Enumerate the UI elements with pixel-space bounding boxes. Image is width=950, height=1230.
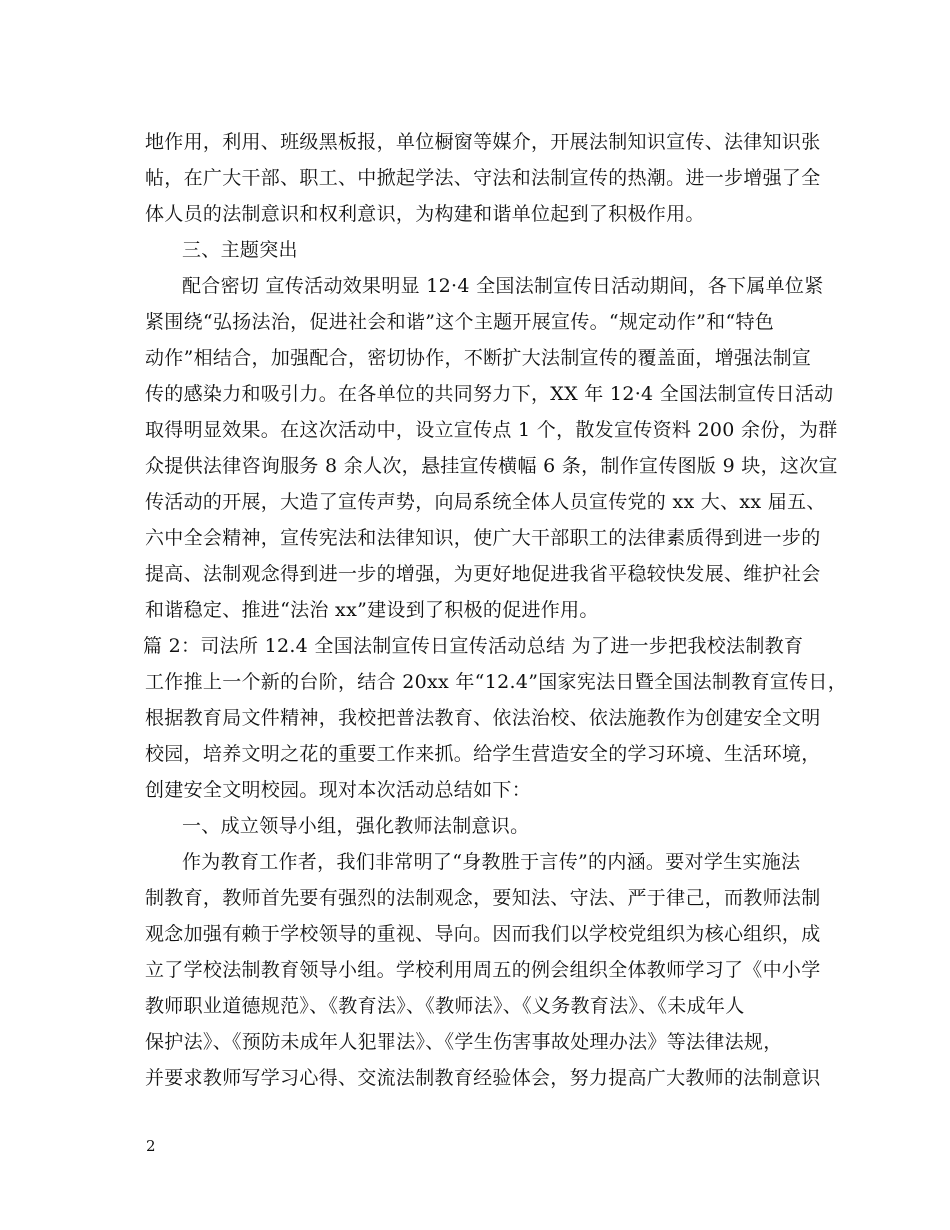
text-line: 工作推上一个新的台阶，结合 20xx 年“12.4”国家宪法日暨全国法制教育宣传日， [145,671,848,693]
page-number: 2 [146,1137,156,1155]
article-heading: 篇 2：司法所 12.4 全国法制宣传日宣传活动总结 为了进一步把我校法制教育 [143,635,804,657]
text-line: 制教育，教师首先要有强烈的法制观念，要知法、守法、严于律己，而教师法制 [145,887,821,909]
text-line: 根据教育局文件精神，我校把普法教育、依法治校、依法施教作为创建安全文明 [145,707,821,729]
text-line: 六中全会精神，宣传宪法和法律知识，使广大干部职工的法律素质得到进一步的 [145,527,821,549]
section-heading: 三、主题突出 [182,239,298,261]
text-line: 传的感染力和吸引力。在各单位的共同努力下，XX 年 12·4 全国法制宣传日活动 [145,383,834,405]
text-line: 帖，在广大干部、职工、中掀起学法、守法和法制宣传的热潮。进一步增强了全 [145,167,821,189]
text-line: 观念加强有赖于学校领导的重视、导向。因而我们以学校党组织为核心组织，成 [145,923,821,945]
text-line: 和谐稳定、推进“法治 xx”建设到了积极的促进作用。 [145,599,599,621]
text-line: 配合密切 宣传活动效果明显 12·4 全国法制宣传日活动期间，各下属单位紧 [182,275,824,297]
text-line: 作为教育工作者，我们非常明了“身教胜于言传”的内涵。要对学生实施法 [182,851,801,873]
text-line: 动作”相结合，加强配合，密切协作，不断扩大法制宣传的覆盖面，增强法制宣 [145,347,812,369]
text-line: 校园，培养文明之花的重要工作来抓。给学生营造安全的学习环境、生活环境， [145,743,821,765]
text-line: 提高、法制观念得到进一步的增强，为更好地促进我省平稳较快发展、维护社会 [145,563,821,585]
text-line: 体人员的法制意识和权利意识，为构建和谐单位起到了积极作用。 [145,203,705,225]
text-line: 创建安全文明校园。现对本次活动总结如下： [145,779,532,801]
text-line: 众提供法律咨询服务 8 余人次，悬挂宣传横幅 6 条，制作宣传图版 9 块，这次宣 [145,455,838,477]
text-line: 教师职业道德规范》、《教育法》、《教师法》、《义务教育法》、《未成年人 [145,995,745,1017]
text-line: 并要求教师写学习心得、交流法制教育经验体会，努力提高广大教师的法制意识 [145,1067,821,1089]
text-line: 地作用，利用、班级黑板报，单位橱窗等媒介，开展法制知识宣传、法律知识张 [145,131,821,153]
text-line: 取得明显效果。在这次活动中，设立宣传点 1 个，散发宣传资料 200 余份，为群 [145,419,838,441]
text-line: 保护法》、《预防未成年人犯罪法》、《学生伤害事故处理办法》等法律法规， [145,1031,783,1053]
text-line: 立了学校法制教育领导小组。学校利用周五的例会组织全体教师学习了《中小学 [145,959,821,981]
text-line: 传活动的开展，大造了宣传声势，向局系统全体人员宣传党的 xx 大、xx 届五、 [145,491,826,513]
section-heading: 一、成立领导小组，强化教师法制意识。 [182,815,530,837]
text-line: 紧围绕“弘扬法治，促进社会和谐”这个主题开展宣传。“规定动作”和“特色 [145,311,775,333]
